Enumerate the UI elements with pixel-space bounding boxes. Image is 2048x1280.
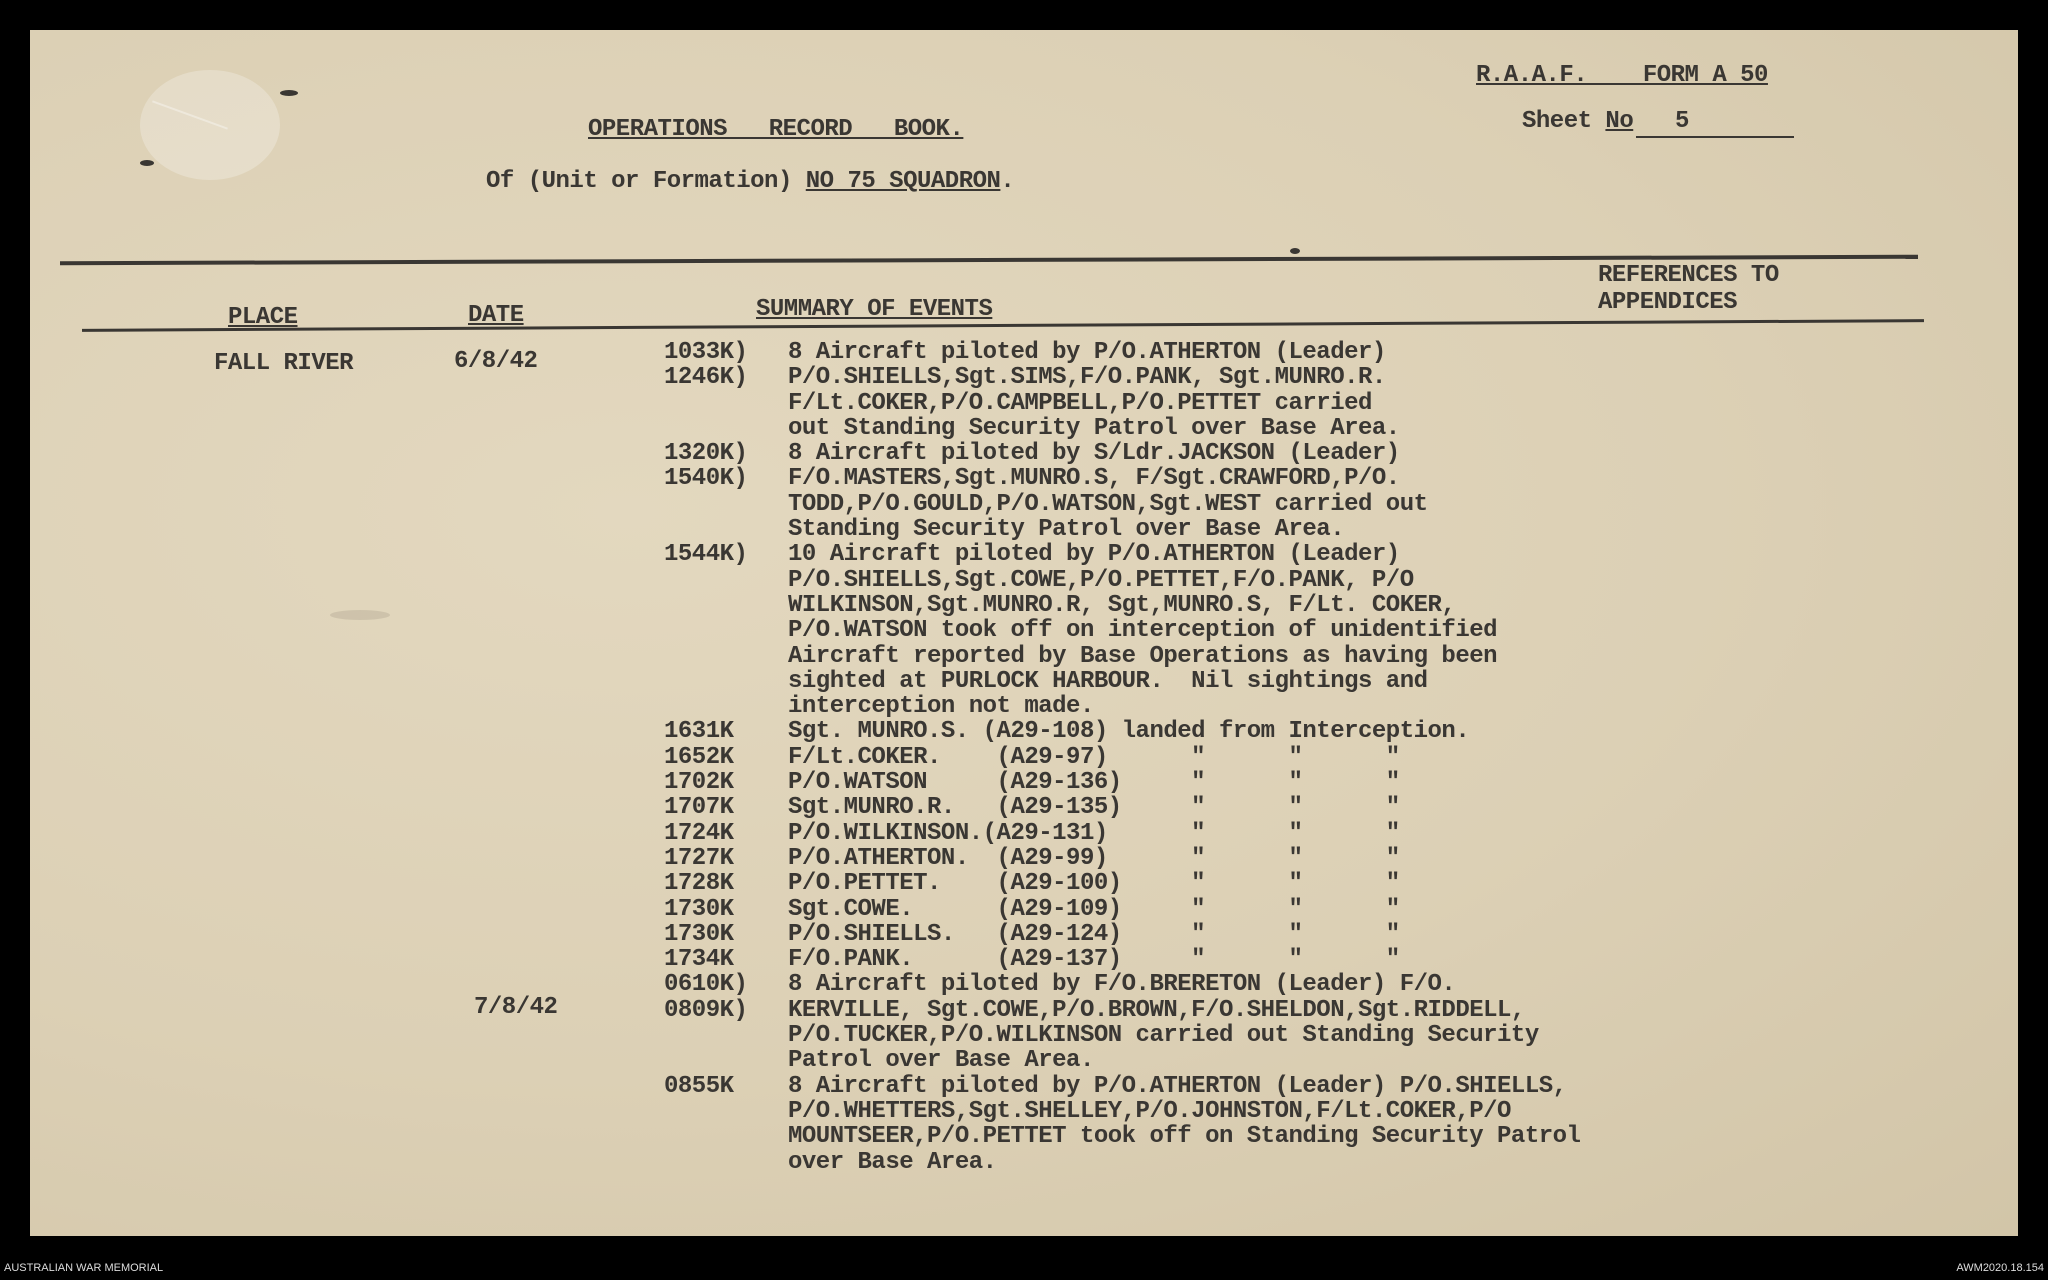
entry-text: TODD,P/O.GOULD,P/O.WATSON,Sgt.WEST carried out (788, 490, 1428, 518)
entry-text: Aircraft reported by Base Operations as having been (788, 642, 1498, 670)
date-value: 6/8/42 (454, 348, 538, 375)
entry-row (664, 1074, 1580, 1099)
entry-row (664, 846, 1580, 871)
entry-row (664, 897, 1580, 922)
entry-time: 1730K (664, 920, 734, 948)
entry-row (664, 492, 1580, 517)
ink-spot (280, 90, 298, 96)
paper-stain (330, 610, 390, 620)
entry-row (664, 1099, 1580, 1124)
entry-text: 10 Aircraft piloted by P/O.ATHERTON (Leader) (788, 541, 1400, 569)
entry-time (664, 669, 788, 694)
entry-text: 8 Aircraft piloted by F/O.BRERETON (Leader) F/O. (788, 971, 1456, 999)
entry-row (664, 1048, 1580, 1073)
entry-text: P/O.WATSON (A29-136) " " " (788, 769, 1400, 797)
entry-time: 1652K (664, 743, 734, 771)
place-value: FALL RIVER (214, 350, 354, 377)
entry-time: 1702K (664, 769, 734, 797)
entry-row (664, 391, 1580, 416)
entry-text: KERVILLE, Sgt.COWE,P/O.BROWN,F/O.SHELDON,Sgt.RIDDELL, (788, 996, 1525, 1024)
entry-row (664, 542, 1580, 567)
entry-row (664, 441, 1580, 466)
sheet-number-value: 5 (1674, 108, 1689, 135)
summary-entries (664, 340, 1580, 1175)
entry-text: 8 Aircraft piloted by P/O.ATHERTON (Leader) (788, 339, 1386, 366)
page-title: OPERATIONS RECORD BOOK. (588, 116, 964, 143)
sheet-label: Sheet (1522, 108, 1592, 135)
entry-text: P/O.PETTET. (A29-100) " " " (788, 870, 1400, 898)
entry-text: P/O.ATHERTON. (A29-99) " " " (788, 844, 1400, 872)
entry-text: Sgt. MUNRO.S. (A29-108) landed from Interception. (788, 718, 1470, 746)
entry-text: P/O.WILKINSON.(A29-131) " " " (788, 819, 1400, 847)
entry-text: P/O.SHIELLS,Sgt.COWE,P/O.PETTET,F/O.PANK, P/O (788, 566, 1414, 594)
entry-text: F/O.PANK. (A29-137) " " " (788, 946, 1400, 974)
entry-time: 1734K (664, 946, 734, 974)
entry-time (664, 593, 788, 618)
entry-time: 1728K (664, 870, 734, 898)
entry-row (664, 568, 1580, 593)
unit-value: NO 75 SQUADRON (805, 168, 1001, 195)
entry-time: 1707K (664, 794, 734, 822)
column-date: DATE (468, 302, 524, 329)
column-place: PLACE (228, 304, 298, 331)
entry-row (664, 365, 1580, 390)
entry-time (664, 391, 788, 416)
entry-time (664, 694, 788, 719)
header-rule-bottom (82, 319, 1924, 332)
entry-row (664, 669, 1580, 694)
entry-text: Sgt.COWE. (A29-109) " " " (788, 895, 1400, 923)
entry-time (664, 1048, 788, 1073)
entry-time (664, 1124, 788, 1149)
entry-text: P/O.WATSON took off on interception of unidentified (788, 617, 1498, 645)
entry-time: 0855K (664, 1072, 734, 1100)
footer-right: AWM2020.18.154 (1956, 1262, 2044, 1274)
entry-text: P/O.WHETTERS,Sgt.SHELLEY,P/O.JOHNSTON,F/Lt.COKER,P/O (788, 1097, 1511, 1125)
entry-time: 1540K) (664, 465, 748, 493)
entry-row (664, 719, 1580, 744)
references-line2: APPENDICES (1598, 289, 1738, 316)
entry-row (664, 947, 1580, 972)
unit-period: . (1000, 168, 1015, 195)
entry-row (664, 922, 1580, 947)
date-value: 7/8/42 (474, 994, 558, 1021)
entry-time (664, 1099, 788, 1124)
entry-text: WILKINSON,Sgt.MUNRO.R, Sgt,MUNRO.S, F/Lt. COKER, (788, 591, 1456, 619)
entry-time: 1033K) (664, 339, 748, 366)
entry-time (664, 492, 788, 517)
entry-row (664, 770, 1580, 795)
entry-row (664, 821, 1580, 846)
entry-time: 0610K) (664, 971, 748, 999)
entry-time (664, 618, 788, 643)
entry-row (664, 517, 1580, 542)
sheet-no-label: No (1605, 108, 1634, 135)
record-sheet (30, 30, 2018, 1236)
entry-text: P/O.SHIELLS. (A29-124) " " " (788, 920, 1400, 948)
ink-spot (1290, 248, 1300, 254)
entry-text: MOUNTSEER,P/O.PETTET took off on Standing Security Patrol (788, 1123, 1581, 1151)
paper-crease-mark (140, 70, 280, 180)
entry-time (664, 1150, 788, 1175)
entry-row (664, 871, 1580, 896)
entry-row (664, 340, 1580, 365)
column-summary: SUMMARY OF EVENTS (756, 296, 993, 323)
entry-row (664, 795, 1580, 820)
entry-time: 1730K (664, 895, 734, 923)
entry-text: P/O.SHIELLS,Sgt.SIMS,F/O.PANK, Sgt.MUNRO.R. (788, 364, 1386, 392)
entry-time: 1544K) (664, 541, 748, 569)
entry-text: F/O.MASTERS,Sgt.MUNRO.S, F/Sgt.CRAWFORD,P/O. (788, 465, 1400, 493)
entry-row (664, 1150, 1580, 1175)
entry-row (664, 644, 1580, 669)
entry-row (664, 972, 1580, 997)
entry-row (664, 998, 1580, 1023)
entry-row (664, 593, 1580, 618)
entry-time: 1320K) (664, 440, 748, 468)
entry-time (664, 568, 788, 593)
entry-row (664, 1124, 1580, 1149)
entry-time: 0809K) (664, 996, 748, 1024)
entry-row (664, 618, 1580, 643)
entry-text: out Standing Security Patrol over Base Area. (788, 414, 1400, 442)
entry-time: 1727K (664, 844, 734, 872)
form-label: R.A.A.F. FORM A 50 (1476, 62, 1768, 89)
unit-line (486, 168, 1014, 195)
entry-time (664, 416, 788, 441)
entry-text: F/Lt.COKER. (A29-97) " " " (788, 743, 1400, 771)
entry-text: Patrol over Base Area. (788, 1047, 1094, 1075)
entry-text: interception not made. (788, 693, 1094, 721)
entry-time (664, 644, 788, 669)
entry-row (664, 416, 1580, 441)
entry-text: 8 Aircraft piloted by S/Ldr.JACKSON (Leader) (788, 440, 1400, 468)
unit-label: Of (Unit or Formation) (486, 168, 792, 195)
sheet-underline (1636, 136, 1794, 138)
entry-time (664, 517, 788, 542)
entry-text: over Base Area. (788, 1148, 997, 1176)
ink-spot (140, 160, 154, 166)
entry-time: 1631K (664, 718, 734, 746)
entry-time: 1246K) (664, 364, 748, 392)
column-references (1598, 262, 1779, 316)
entry-time (664, 1023, 788, 1048)
references-line1: REFERENCES TO (1598, 262, 1779, 289)
sheet-number (1522, 108, 1689, 135)
entry-text: Sgt.MUNRO.R. (A29-135) " " " (788, 794, 1400, 822)
entry-text: Standing Security Patrol over Base Area. (788, 516, 1345, 544)
entry-row (664, 466, 1580, 491)
entry-row (664, 745, 1580, 770)
entry-row (664, 694, 1580, 719)
entry-text: sighted at PURLOCK HARBOUR. Nil sightings and (788, 667, 1428, 695)
entry-text: P/O.TUCKER,P/O.WILKINSON carried out Standing Security (788, 1022, 1539, 1050)
entry-row (664, 1023, 1580, 1048)
entry-time: 1724K (664, 819, 734, 847)
entry-text: 8 Aircraft piloted by P/O.ATHERTON (Leader) P/O.SHIELLS, (788, 1072, 1567, 1100)
footer-left: AUSTRALIAN WAR MEMORIAL (4, 1262, 164, 1274)
entry-text: F/Lt.COKER,P/O.CAMPBELL,P/O.PETTET carried (788, 389, 1372, 417)
